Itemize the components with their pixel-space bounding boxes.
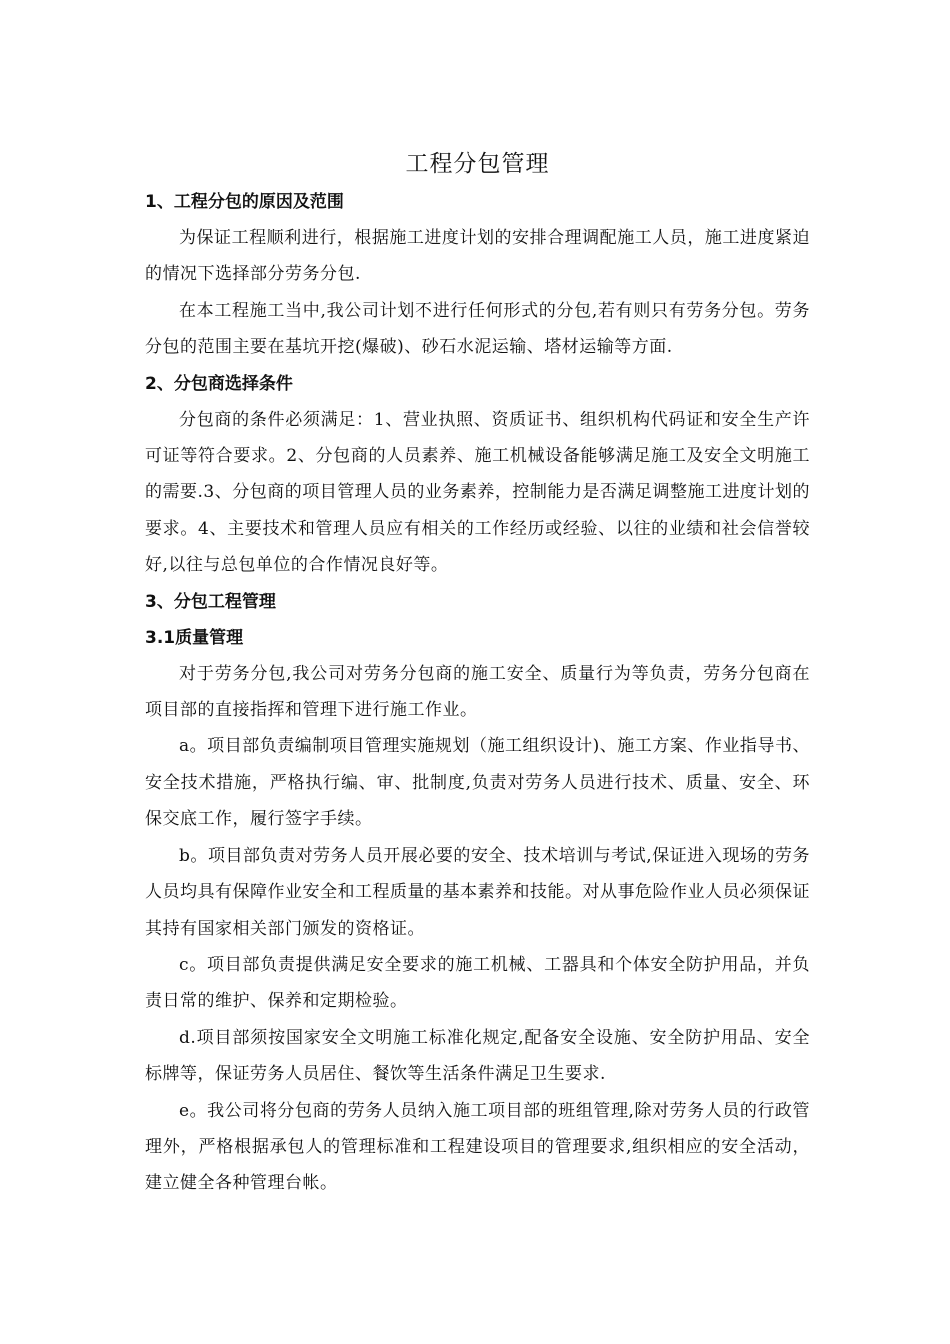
document-body xyxy=(145,146,810,1202)
document-title: 工程分包管理 xyxy=(405,151,550,177)
paragraph: 为保证工程顺利进行，根据施工进度计划的安排合理调配施工人员，施工进度紧迫的情况下选择部分劳务分包. xyxy=(145,228,810,285)
paragraph: b。项目部负责对劳务人员开展必要的安全、技术培训与考试,保证进入现场的劳务人员均具有保障作业安全和工程质量的基本素养和技能。对从事危险作业人员必须保证其持有国家相关部门颁发的资格证。 xyxy=(145,845,810,939)
paragraph: d.项目部须按国家安全文明施工标准化规定,配备安全设施、安全防护用品、安全标牌等，保证劳务人员居住、餐饮等生活条件满足卫生要求. xyxy=(145,1027,810,1085)
paragraph: c。项目部负责提供满足安全要求的施工机械、工器具和个体安全防护用品，并负责日常的维护、保养和定期检验。 xyxy=(145,954,810,1012)
section-quality-management xyxy=(145,620,810,1202)
paragraph: 分包商的条件必须满足：1、营业执照、资质证书、组织机构代码证和安全生产许可证等符合要求。2、分包商的人员素养、施工机械设备能够满足施工及安全文明施工的需要.3、分包商的项目管理人员的业务素养，控制能力是否满足调整施工进度计划的要求。4、主要技术和管理人员应有相关的工作经历或经验、以往的业绩和社会信誉较好,以往与总包单位的合作情况良好等。 xyxy=(145,409,810,576)
section-subcontract-management xyxy=(145,584,810,620)
section-heading: 3、分包工程管理 xyxy=(145,591,276,612)
section-reason-scope xyxy=(145,184,810,366)
paragraph: 对于劳务分包,我公司对劳务分包商的施工安全、质量行为等负责，劳务分包商在项目部的直接指挥和管理下进行施工作业。 xyxy=(145,663,810,721)
paragraph: 在本工程施工当中,我公司计划不进行任何形式的分包,若有则只有劳务分包。劳务分包的范围主要在基坑开挖(爆破)、砂石水泥运输、塔材运输等方面. xyxy=(145,300,810,358)
subsection-heading: 3.1质量管理 xyxy=(145,627,244,648)
paragraph: e。我公司将分包商的劳务人员纳入施工项目部的班组管理,除对劳务人员的行政管理外，严格根据承包人的管理标准和工程建设项目的管理要求,组织相应的安全活动，建立健全各种管理台帐。 xyxy=(145,1100,810,1194)
paragraph: a。项目部负责编制项目管理实施规划（施工组织设计)、施工方案、作业指导书、安全技术措施，严格执行编、审、批制度,负责对劳务人员进行技术、质量、安全、环保交底工作，履行签字手续。 xyxy=(145,736,810,830)
section-heading: 1、工程分包的原因及范围 xyxy=(145,192,344,212)
section-subcontractor-conditions xyxy=(145,366,810,584)
section-heading: 2、分包商选择条件 xyxy=(145,373,293,394)
